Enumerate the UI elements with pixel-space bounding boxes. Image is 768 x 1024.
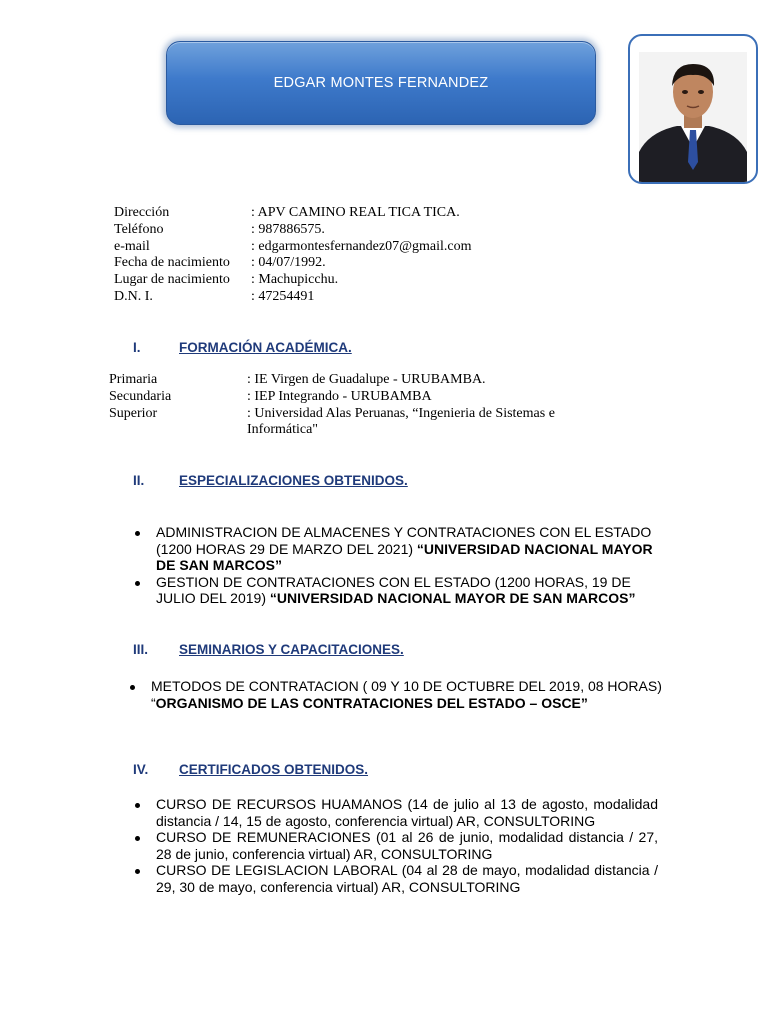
info-row-dni: D.N. I. : 47254491: [114, 288, 315, 304]
info-row-birthplace: Lugar de nacimiento : Machupicchu.: [114, 272, 339, 288]
especializaciones-list: [132, 524, 662, 607]
full-name: EDGAR MONTES FERNANDEZ: [273, 75, 489, 91]
profile-photo: [628, 34, 758, 184]
personal-info: [114, 205, 471, 306]
list-item: CURSO DE LEGISLACION LABORAL (04 al 28 de mayo, modalidad distancia / 29, 30 de mayo, conferencia virtual) AR, CONSULTORING: [132, 862, 658, 895]
certificados-list: [132, 796, 658, 896]
info-row-address: Dirección : APV CAMINO REAL TICA TICA.: [114, 205, 460, 220]
section-heading-certificados: IV. CERTIFICADOS OBTENIDOS.: [133, 762, 369, 777]
name-banner: [166, 41, 596, 125]
info-row-email: e-mail : edgarmontesfernandez07@gmail.com: [114, 238, 472, 254]
info-row-birthdate: Fecha de nacimiento : 04/07/1992.: [114, 255, 326, 271]
list-item: CURSO DE RECURSOS HUAMANOS (14 de julio al 13 de agosto, modalidad distancia / 14, 15 de agosto, conferencia virtual) AR, CONSULTORING: [132, 796, 658, 829]
section-heading-especializaciones: II. ESPECIALIZACIONES OBTENIDOS.: [133, 473, 408, 488]
info-row-phone: Teléfono : 987886575.: [114, 221, 325, 237]
formacion-list: [109, 372, 597, 439]
formacion-row-primaria: Primaria : IE Virgen de Guadalupe - URUBAMBA.: [109, 372, 486, 387]
seminarios-list: [127, 678, 667, 711]
section-heading-seminarios: III. SEMINARIOS Y CAPACITACIONES.: [133, 642, 404, 657]
list-item: CURSO DE REMUNERACIONES (01 al 26 de junio, modalidad distancia / 27, 28 de junio, conferencia virtual) AR, CONSULTORING: [132, 829, 658, 862]
list-item: GESTION DE CONTRATACIONES CON EL ESTADO (1200 HORAS, 19 DE JULIO DEL 2019) “UNIVERSIDAD NACIONAL MAYOR DE SAN MARCOS”: [132, 574, 662, 607]
formacion-row-superior: Superior : Universidad Alas Peruanas, “Ingenieria de Sistemas e Informática": [109, 405, 555, 438]
list-item: METODOS DE CONTRATACION ( 09 Y 10 DE OCTUBRE DEL 2019, 08 HORAS) “ORGANISMO DE LAS CONTRATACIONES DEL ESTADO – OSCE”: [127, 678, 667, 711]
formacion-row-secundaria: Secundaria : IEP Integrando - URUBAMBA: [109, 388, 432, 404]
person-photo-icon: [639, 52, 747, 182]
list-item: ADMINISTRACION DE ALMACENES Y CONTRATACIONES CON EL ESTADO (1200 HORAS 29 DE MARZO DEL 2021) “UNIVERSIDAD NACIONAL MAYOR DE SAN MARCOS”: [132, 524, 662, 574]
section-heading-formacion: I. FORMACIÓN ACADÉMICA.: [133, 340, 352, 355]
